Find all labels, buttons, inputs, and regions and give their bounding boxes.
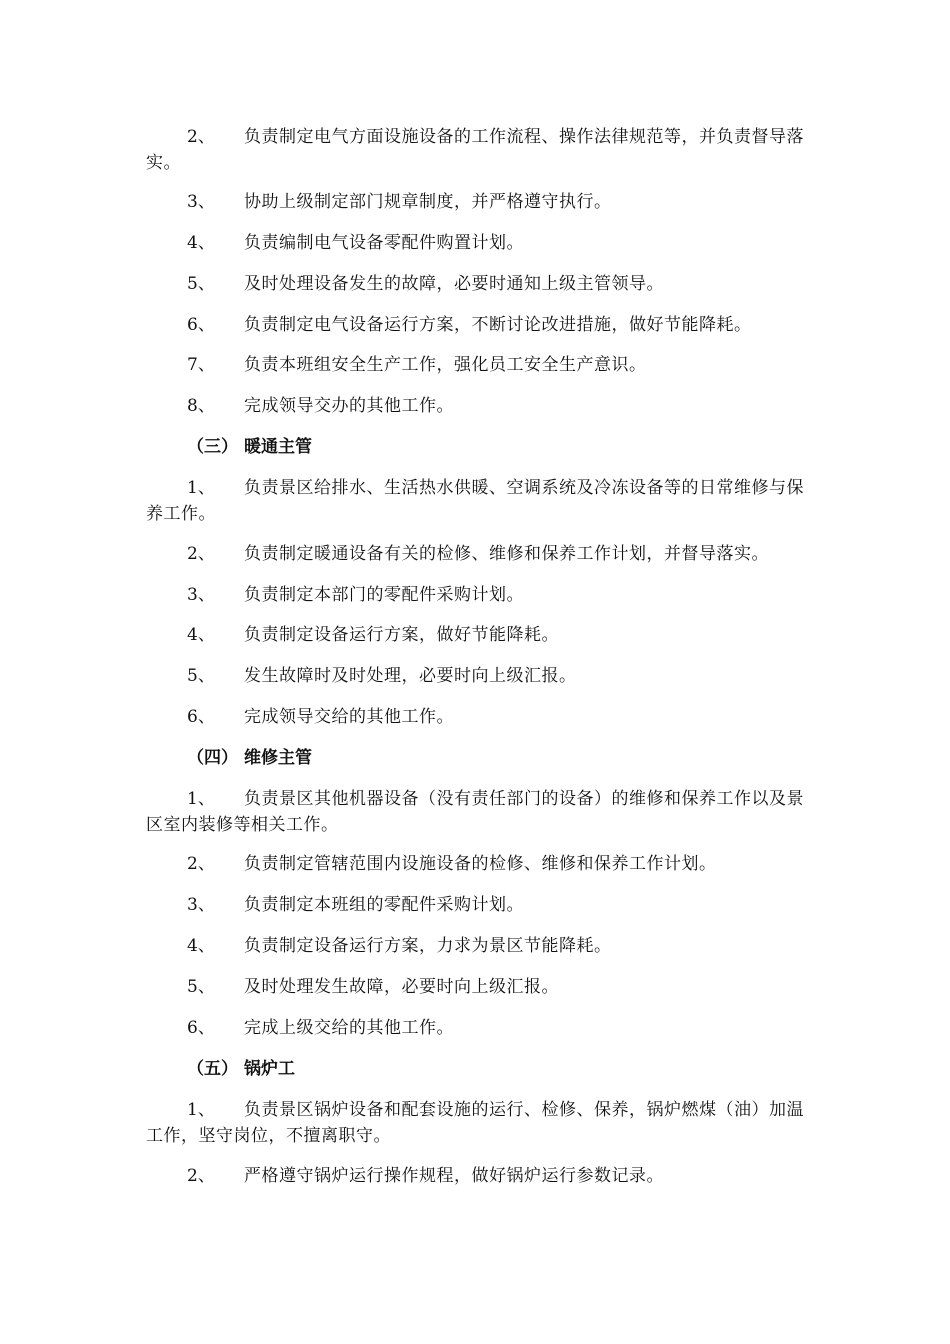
item-text: 及时处理发生故障，必要时向上级汇报。 bbox=[244, 977, 559, 997]
list-item bbox=[146, 312, 814, 338]
heading-number: （四） bbox=[187, 748, 238, 768]
section-heading-maintenance bbox=[146, 745, 312, 771]
item-number: 8、 bbox=[187, 396, 215, 416]
item-number: 1、 bbox=[187, 789, 215, 809]
heading-title: 暖通主管 bbox=[244, 437, 312, 457]
heading-title: 锅炉工 bbox=[244, 1059, 295, 1079]
item-number: 5、 bbox=[187, 977, 215, 997]
item-text: 负责制定暖通设备有关的检修、维修和保养工作计划，并督导落实。 bbox=[244, 544, 769, 564]
item-text: 及时处理设备发生的故障，必要时通知上级主管领导。 bbox=[244, 274, 664, 294]
item-text: 完成上级交给的其他工作。 bbox=[244, 1018, 454, 1038]
item-text: 负责景区给排水、生活热水供暖、空调系统及冷冻设备等的日常维修与保养工作。 bbox=[146, 478, 804, 524]
list-item bbox=[146, 393, 814, 419]
list-item bbox=[146, 1015, 814, 1041]
list-item bbox=[146, 851, 814, 877]
item-text: 严格遵守锅炉运行操作规程，做好锅炉运行参数记录。 bbox=[244, 1166, 664, 1186]
item-text: 负责制定电气设备运行方案，不断讨论改进措施，做好节能降耗。 bbox=[244, 315, 752, 335]
item-number: 1、 bbox=[187, 478, 215, 498]
item-text: 负责制定本班组的零配件采购计划。 bbox=[244, 895, 524, 915]
list-item bbox=[146, 704, 814, 730]
list-item bbox=[146, 786, 814, 838]
item-number: 4、 bbox=[187, 233, 215, 253]
heading-number: （三） bbox=[187, 437, 238, 457]
item-number: 2、 bbox=[187, 854, 215, 874]
item-number: 2、 bbox=[187, 544, 215, 564]
item-number: 4、 bbox=[187, 625, 215, 645]
item-text: 负责制定设备运行方案，做好节能降耗。 bbox=[244, 625, 559, 645]
item-number: 7、 bbox=[187, 355, 215, 375]
item-text: 协助上级制定部门规章制度，并严格遵守执行。 bbox=[244, 192, 612, 212]
item-number: 1、 bbox=[187, 1100, 215, 1120]
item-number: 6、 bbox=[187, 315, 215, 335]
heading-number: （五） bbox=[187, 1059, 238, 1079]
item-text: 负责制定设备运行方案，力求为景区节能降耗。 bbox=[244, 936, 612, 956]
section-heading-boiler bbox=[146, 1056, 295, 1082]
item-number: 3、 bbox=[187, 192, 215, 212]
item-text: 发生故障时及时处理，必要时向上级汇报。 bbox=[244, 666, 577, 686]
item-text: 负责制定电气方面设施设备的工作流程、操作法律规范等，并负责督导落实。 bbox=[146, 127, 804, 173]
item-number: 5、 bbox=[187, 274, 215, 294]
list-item bbox=[146, 352, 814, 378]
item-text: 负责景区锅炉设备和配套设施的运行、检修、保养，锅炉燃煤（油）加温工作，坚守岗位，不擅离职守。 bbox=[146, 1100, 804, 1146]
item-number: 6、 bbox=[187, 707, 215, 727]
item-text: 负责编制电气设备零配件购置计划。 bbox=[244, 233, 524, 253]
list-item bbox=[146, 271, 814, 297]
item-number: 2、 bbox=[187, 127, 215, 147]
item-number: 4、 bbox=[187, 936, 215, 956]
list-item bbox=[146, 582, 814, 608]
item-text: 负责本班组安全生产工作，强化员工安全生产意识。 bbox=[244, 355, 647, 375]
list-item bbox=[146, 892, 814, 918]
item-number: 6、 bbox=[187, 1018, 215, 1038]
item-text: 负责制定本部门的零配件采购计划。 bbox=[244, 585, 524, 605]
list-item bbox=[146, 124, 814, 176]
item-number: 3、 bbox=[187, 585, 215, 605]
item-text: 负责制定管辖范围内设施设备的检修、维修和保养工作计划。 bbox=[244, 854, 717, 874]
item-number: 3、 bbox=[187, 895, 215, 915]
list-item bbox=[146, 1163, 814, 1189]
section-heading-hvac bbox=[146, 434, 312, 460]
item-text: 完成领导交办的其他工作。 bbox=[244, 396, 454, 416]
item-text: 负责景区其他机器设备（没有责任部门的设备）的维修和保养工作以及景区室内装修等相关工作。 bbox=[146, 789, 804, 835]
item-number: 5、 bbox=[187, 666, 215, 686]
heading-title: 维修主管 bbox=[244, 748, 312, 768]
list-item bbox=[146, 622, 814, 648]
item-text: 完成领导交给的其他工作。 bbox=[244, 707, 454, 727]
item-number: 2、 bbox=[187, 1166, 215, 1186]
list-item bbox=[146, 230, 814, 256]
list-item bbox=[146, 541, 814, 567]
list-item bbox=[146, 475, 814, 527]
list-item bbox=[146, 663, 814, 689]
list-item bbox=[146, 1097, 814, 1149]
list-item bbox=[146, 974, 814, 1000]
list-item bbox=[146, 933, 814, 959]
list-item bbox=[146, 189, 814, 215]
